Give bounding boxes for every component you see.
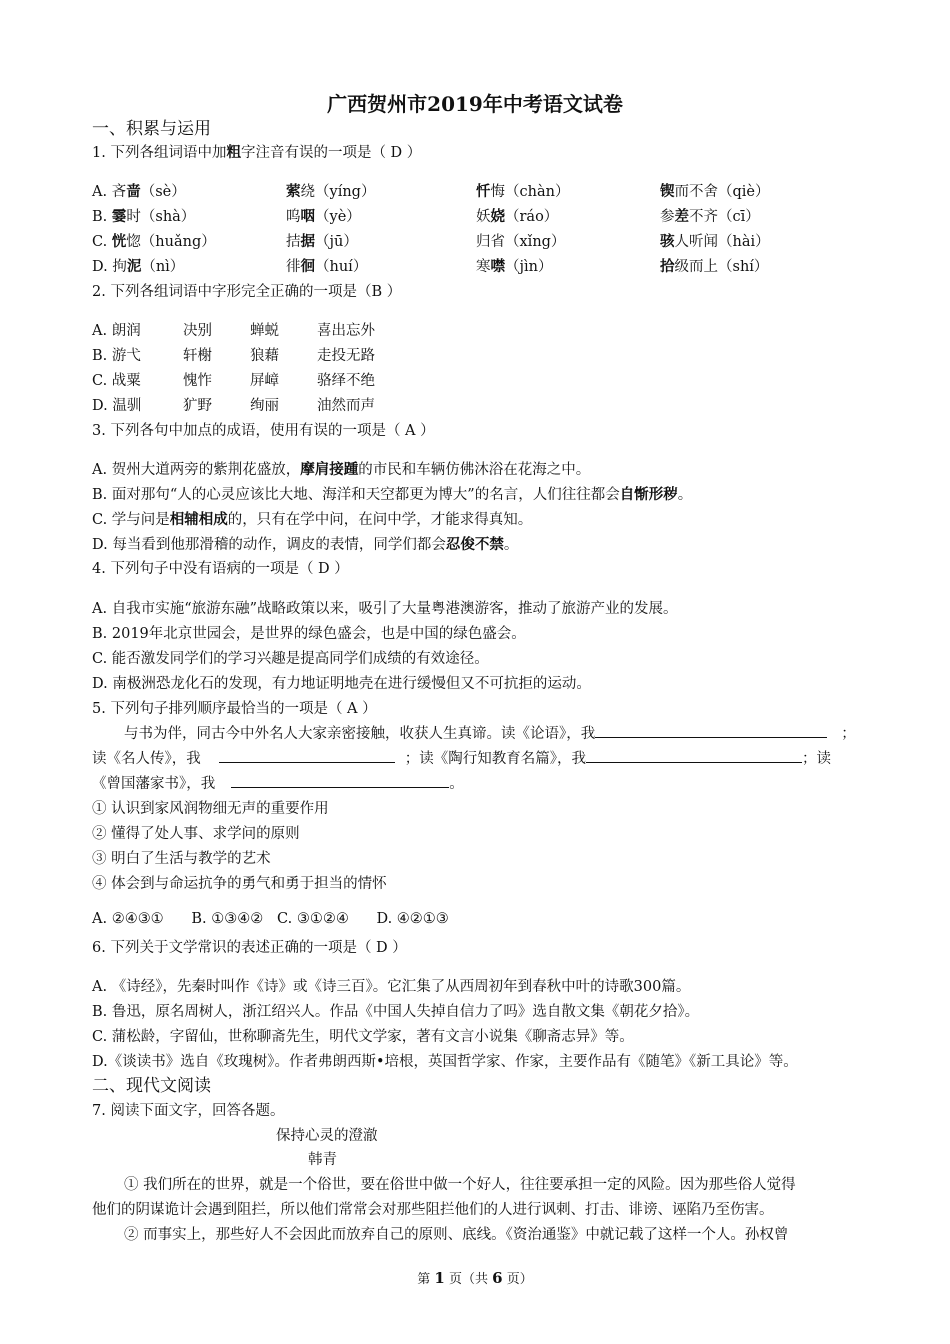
q5-item-2: ② 懂得了处人事、求学问的原则 (92, 826, 300, 842)
q5-passage-line-1: 与书为伴，同古今中外名人大家亲密接触，收获人生真谛。读《论语》，我 ； (124, 722, 856, 743)
q1-option: A. 吝啬（sè） (92, 183, 186, 200)
q1-option: C. 恍惚（huǎng） (92, 233, 216, 250)
q2-word: D. 温驯 (92, 398, 142, 414)
answer-blank-2[interactable] (219, 748, 395, 763)
q5-item-1: ① 认识到家风润物细无声的重要作用 (92, 801, 329, 817)
q3-option-d: D. 每当看到他那滑稽的动作，调皮的表情，同学们都会忍俊不禁。 (92, 536, 519, 553)
q1-option: 妖娆（ráo） (476, 208, 559, 225)
question-4-stem: 4. 下列句子中没有语病的一项是（ D ） (92, 561, 349, 577)
q2-word: 狼藉 (250, 348, 279, 364)
q5-item-4: ④ 体会到与命运抗争的勇气和勇于担当的情怀 (92, 876, 387, 892)
q5-passage-line-2: 读《名人传》，我 ；读《陶行知教育名篇》，我 ；读 (92, 747, 831, 768)
q2-word: 油然而声 (317, 398, 375, 414)
q1-option: D. 拘泥（nì） (92, 258, 185, 275)
answer-blank-3[interactable] (586, 748, 802, 763)
q2-word: 骆绎不绝 (317, 373, 375, 389)
q6-option-d: D.《谈读书》选自《玫瑰树》。作者弗朗西斯•培根，英国哲学家、作家，主要作品有《随笔》《新工具论》等。 (92, 1054, 798, 1070)
q2-word: 轩榭 (183, 348, 212, 364)
q5-item-3: ③ 明白了生活与教学的艺术 (92, 851, 271, 867)
q2-word: 犷野 (183, 398, 212, 414)
q6-option-c: C. 蒲松龄，字留仙，世称聊斋先生，明代文学家，著有文言小说集《聊斋志异》等。 (92, 1029, 634, 1045)
article-paragraph-2-line-1: ② 而事实上，那些好人不会因此而放弃自己的原则、底线。《资治通鉴》中就记载了这样一个人。孙权曾 (124, 1227, 789, 1243)
section-heading-1: 一、积累与运用 (92, 119, 211, 139)
q3-option-a: A. 贺州大道两旁的紫荆花盛放，摩肩接踵的市民和车辆仿佛沐浴在花海之中。 (92, 461, 591, 478)
page-footer: 第 1 页（共 6 页） (417, 1269, 533, 1287)
q2-word: 屏嶂 (250, 373, 279, 389)
q2-word: 决别 (183, 323, 212, 339)
q2-word: 愧怍 (183, 373, 212, 389)
article-paragraph-1-line-1: ① 我们所在的世界，就是一个俗世，要在俗世中做一个好人，往往要承担一定的风险。因为那些俗人觉得 (124, 1177, 796, 1193)
q1-option: 徘徊（huí） (286, 258, 368, 275)
q1-option: 呜咽（yè） (286, 208, 361, 225)
q1-option: 骇人听闻（hài） (660, 233, 770, 250)
q1-option: 萦绕（yíng） (286, 183, 376, 200)
question-6-stem: 6. 下列关于文学常识的表述正确的一项是（ D ） (92, 940, 407, 956)
q1-option: 参差不齐（cī） (660, 208, 760, 225)
q2-word: 蝉蜕 (250, 323, 279, 339)
q1-option: 拮据（jū） (286, 233, 358, 250)
page-number: 1 (434, 1269, 445, 1287)
answer-blank-1[interactable] (595, 723, 827, 738)
question-7-stem: 7. 阅读下面文字，回答各题。 (92, 1103, 285, 1119)
q1-option: B. 霎时（shà） (92, 208, 196, 225)
question-5-stem: 5. 下列句子排列顺序最恰当的一项是（ A ） (92, 701, 377, 717)
q1-option: 忏悔（chàn） (476, 183, 570, 200)
page-title: 广西贺州市2019年中考语文试卷 (327, 92, 623, 116)
question-3-stem: 3. 下列各句中加点的成语，使用有误的一项是（ A ） (92, 423, 435, 439)
question-2-stem: 2. 下列各组词语中字形完全正确的一项是（B ） (92, 284, 402, 300)
article-author: 韩青 (308, 1152, 337, 1168)
q4-option-b: B. 2019年北京世园会，是世界的绿色盛会，也是中国的绿色盛会。 (92, 626, 526, 642)
article-title: 保持心灵的澄澈 (276, 1128, 378, 1144)
answer-blank-4[interactable] (231, 773, 449, 788)
q4-option-a: A. 自我市实施“旅游东融”战略政策以来，吸引了大量粤港澳游客，推动了旅游产业的发展。 (92, 601, 678, 617)
q2-word: B. 游弋 (92, 348, 141, 364)
q2-word: 走投无路 (317, 348, 375, 364)
q1-option: 归省（xǐng） (476, 234, 566, 250)
q1-option: 锲而不舍（qiè） (660, 183, 770, 200)
question-1-stem: 1. 下列各组词语中加粗字注音有误的一项是（ D ） (92, 144, 422, 161)
q2-word: C. 战粟 (92, 373, 141, 389)
q4-option-d: D. 南极洲恐龙化石的发现，有力地证明地壳在进行缓慢但又不可抗拒的运动。 (92, 676, 591, 692)
q3-option-b: B. 面对那句“人的心灵应该比大地、海洋和天空都更为博大”的名言，人们往往都会自惭形秽。 (92, 486, 693, 503)
q2-word: A. 朗润 (92, 323, 141, 339)
q2-word: 喜出忘外 (317, 323, 375, 339)
q3-option-c: C. 学与问是相辅相成的，只有在学中问，在问中学，才能求得真知。 (92, 511, 533, 528)
q5-passage-line-3: 《曾国藩家书》，我 。 (92, 772, 464, 793)
section-heading-2: 二、现代文阅读 (92, 1076, 211, 1096)
q2-word: 绚丽 (250, 398, 279, 414)
q1-option: 拾级而上（shí） (660, 258, 769, 275)
q4-option-c: C. 能否激发同学们的学习兴趣是提高同学们成绩的有效途径。 (92, 651, 489, 667)
q1-option: 寒噤（jìn） (476, 258, 553, 275)
q6-option-b: B. 鲁迅，原名周树人，浙江绍兴人。作品《中国人失掉自信力了吗》选自散文集《朝花夕拾》。 (92, 1004, 700, 1020)
q5-answer-options: A. ②④③① B. ①③④② C. ③①②④ D. ④②①③ (92, 911, 449, 927)
article-paragraph-1-line-2: 他们的阴谋诡计会遇到阻拦，所以他们常常会对那些阻拦他们的人进行讽刺、打击、诽谤、诬陷乃至伤害。 (92, 1202, 774, 1218)
q6-option-a: A. 《诗经》，先秦时叫作《诗》或《诗三百》。它汇集了从西周初年到春秋中叶的诗歌300篇。 (92, 979, 691, 995)
page-total: 6 (492, 1269, 503, 1287)
